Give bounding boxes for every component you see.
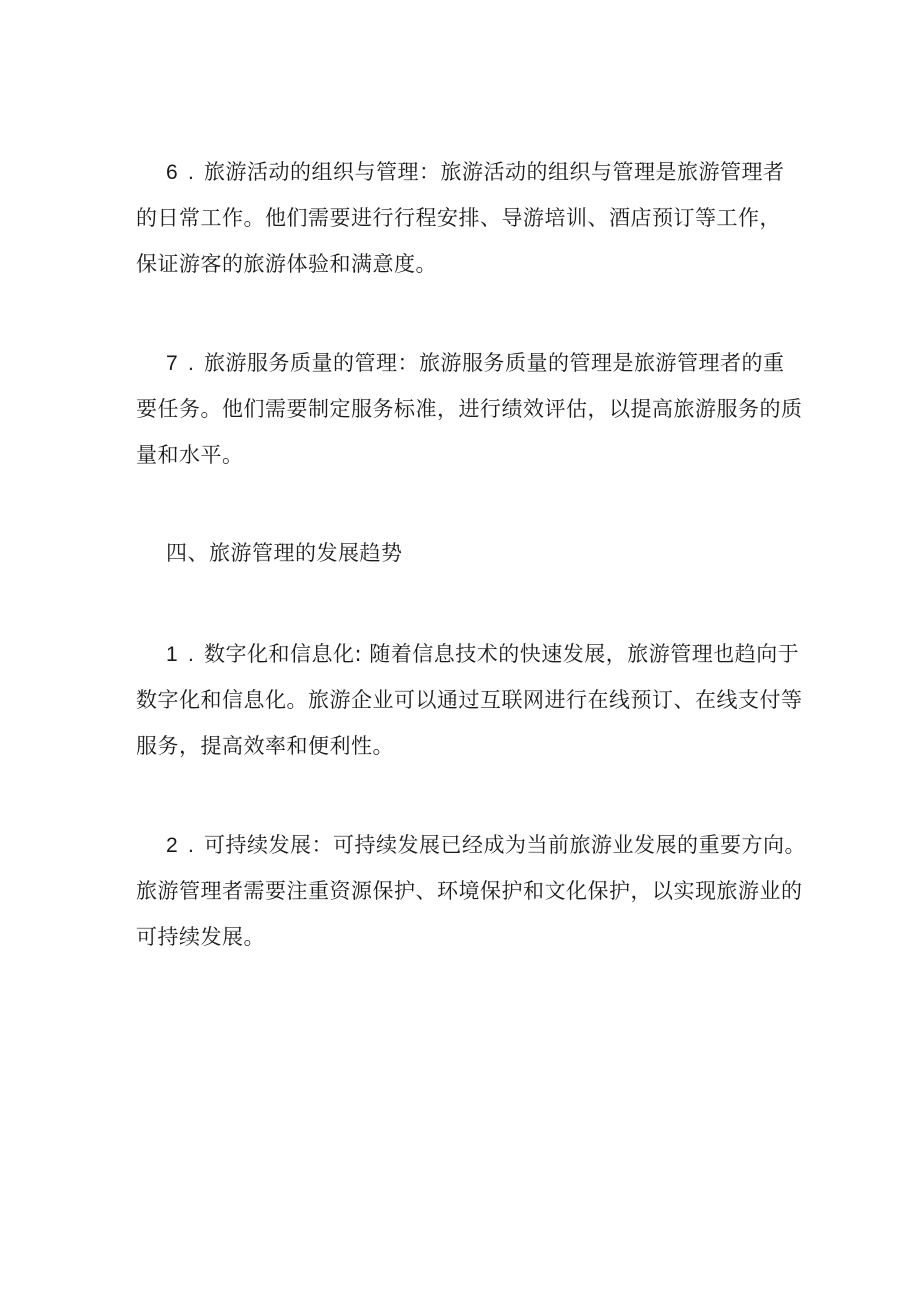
paragraph-item-6	[136, 149, 800, 287]
paragraph-line: 旅游管理者需要注重资源保护、环境保护和文化保护，以实现旅游业的	[136, 879, 803, 903]
line-text: 可持续发展：可持续发展已经成为当前旅游业发展的重要方向。	[204, 833, 806, 857]
paragraph-line: 1 . 数字化和信息化: 随着信息技术的快速发展，旅游管理也趋向于	[136, 631, 800, 677]
paragraph-item-1	[136, 631, 803, 769]
item-number: 7	[166, 352, 179, 375]
paragraph-line: 的日常工作。他们需要进行行程安排、导游培训、酒店预订等工作，	[136, 206, 781, 230]
item-number: 6	[166, 161, 179, 184]
paragraph-line: 数字化和信息化。旅游企业可以通过互联网进行在线预订、在线支付等	[136, 688, 803, 712]
paragraph-line: 可持续发展。	[136, 925, 265, 949]
paragraph-item-2	[136, 822, 806, 960]
line-text: 旅游活动的组织与管理：旅游活动的组织与管理是旅游管理者	[204, 160, 785, 184]
line-text: 数字化和信息化: 随着信息技术的快速发展，旅游管理也趋向于	[204, 642, 800, 666]
paragraph-line: 量和水平。	[136, 443, 244, 467]
paragraph-line: 保证游客的旅游体验和满意度。	[136, 252, 437, 276]
paragraph-line: 7 . 旅游服务质量的管理：旅游服务质量的管理是旅游管理者的重	[136, 340, 800, 386]
item-number: 2	[166, 834, 179, 857]
paragraph-line: 6 . 旅游活动的组织与管理：旅游活动的组织与管理是旅游管理者	[136, 149, 800, 195]
item-number: 1	[166, 643, 179, 666]
line-text: 旅游服务质量的管理：旅游服务质量的管理是旅游管理者的重	[204, 351, 785, 375]
paragraph-line: 2 . 可持续发展：可持续发展已经成为当前旅游业发展的重要方向。	[136, 822, 800, 868]
paragraph-item-7	[136, 340, 803, 478]
paragraph-line: 要任务。他们需要制定服务标准，进行绩效评估，以提高旅游服务的质	[136, 397, 803, 421]
paragraph-line: 服务，提高效率和便利性。	[136, 734, 394, 758]
section-heading: 四、旅游管理的发展趋势	[166, 541, 403, 565]
